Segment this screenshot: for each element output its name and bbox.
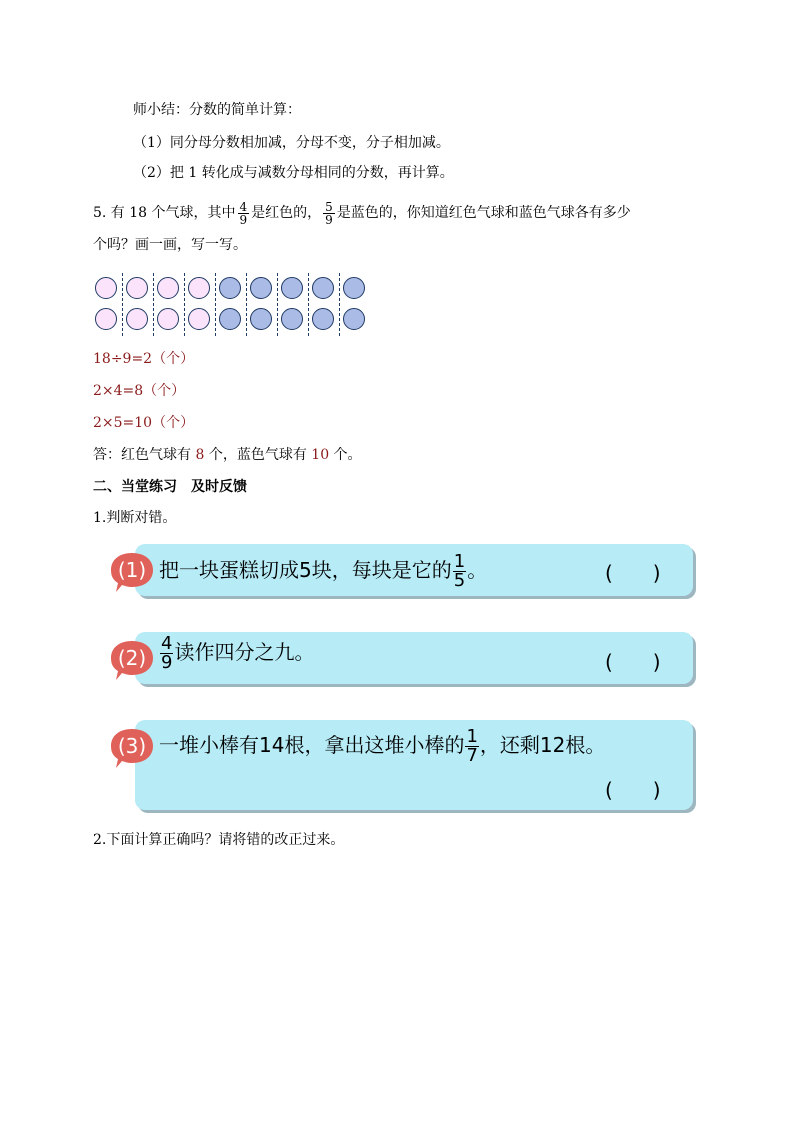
group-divider [122,273,123,336]
group-divider [339,273,340,336]
summary-point-1: （1）同分母分数相加减，分母不变，分子相加减。 [133,135,450,151]
badge-label: (1) [117,558,147,582]
card-1-text [159,553,487,590]
red-balloon [95,308,117,330]
fraction-1-7 [465,728,478,765]
red-balloon [188,308,210,330]
blue-balloon [250,308,272,330]
group-divider [215,273,216,336]
summary-title: 师小结：分数的简单计算： [133,102,301,118]
q5-line-2: 个吗？画一画，写一写。 [93,237,247,253]
section-heading: 二、当堂练习 及时反馈 [93,479,247,495]
group-divider [277,273,278,336]
calc-line-3: 2×5=10（个） [93,415,195,431]
fraction-numerator: 4 [239,199,248,214]
red-balloon [157,277,179,299]
blue-balloon [312,277,334,299]
number-badge-3 [108,726,156,766]
calc-line-1: 18÷9=2（个） [93,351,195,367]
answer-blue-count: 10 [311,447,330,463]
q1-title: 1.判断对错。 [93,510,177,526]
number-badge-1 [108,550,156,590]
card-3-statement: 一堆小棒有14根，拿出这堆小棒的 [159,733,465,757]
blue-balloon [281,277,303,299]
group-divider [308,273,309,336]
answer-blank-1[interactable]: ( ) [605,561,661,585]
blue-balloon [343,277,365,299]
fraction-denominator: 5 [453,570,466,591]
fraction-4-9 [238,201,250,226]
q5-suffix: 是蓝色的，你知道红色气球和蓝色气球各有多少 [336,205,631,221]
judge-card-2 [135,632,693,684]
q5-mid: 是红色的， [251,205,322,221]
answer-red-count: 8 [195,447,205,463]
fraction-5-9 [323,201,335,226]
red-balloon [126,308,148,330]
answer-line [93,445,362,465]
red-balloon [157,308,179,330]
answer-blank-3[interactable]: ( ) [605,778,661,802]
fraction-denominator: 9 [161,652,173,673]
blue-balloon [312,308,334,330]
fraction-numerator: 1 [466,726,478,747]
group-divider [246,273,247,336]
fraction-1-5 [453,553,466,590]
q5-prefix: 5. 有 18 个气球，其中 [93,205,236,221]
answer-blank-2[interactable]: ( ) [605,650,661,674]
group-divider [184,273,185,336]
card-1-statement: 把一块蛋糕切成5块，每块是它的 [159,558,452,582]
group-divider [153,273,154,336]
card-3-end: ，还剩12根。 [479,733,606,757]
badge-label: (3) [117,734,147,758]
judge-card-1 [135,544,693,596]
red-balloon [95,277,117,299]
number-badge-2 [108,638,156,678]
q2-title: 2.下面计算正确吗？请将错的改正过来。 [93,832,345,848]
red-balloon [126,277,148,299]
badge-label: (2) [117,646,147,670]
card-2-statement: 读作四分之九。 [174,640,315,664]
fraction-4-9 [160,635,173,672]
fraction-denominator: 7 [466,745,478,766]
card-1-end: 。 [467,558,488,582]
balloon-diagram [93,273,368,336]
fraction-denominator: 9 [325,212,333,227]
calc-line-2: 2×4=8（个） [93,383,186,399]
fraction-numerator: 1 [453,551,466,572]
judge-card-3 [135,720,693,810]
fraction-numerator: 5 [325,199,333,214]
fraction-denominator: 9 [239,212,248,227]
fraction-numerator: 4 [161,633,173,654]
q5-line-1 [93,198,631,228]
answer-mid: 个，蓝色气球有 [204,447,312,463]
answer-prefix: 答：红色气球有 [93,447,196,463]
blue-balloon [281,308,303,330]
blue-balloon [250,277,272,299]
red-balloon [188,277,210,299]
answer-suffix: 个。 [329,447,362,463]
card-3-text [159,728,605,765]
summary-point-2: （2）把 1 转化成与减数分母相同的分数，再计算。 [133,165,454,181]
blue-balloon [343,308,365,330]
blue-balloon [219,308,241,330]
blue-balloon [219,277,241,299]
card-2-text [159,635,314,672]
